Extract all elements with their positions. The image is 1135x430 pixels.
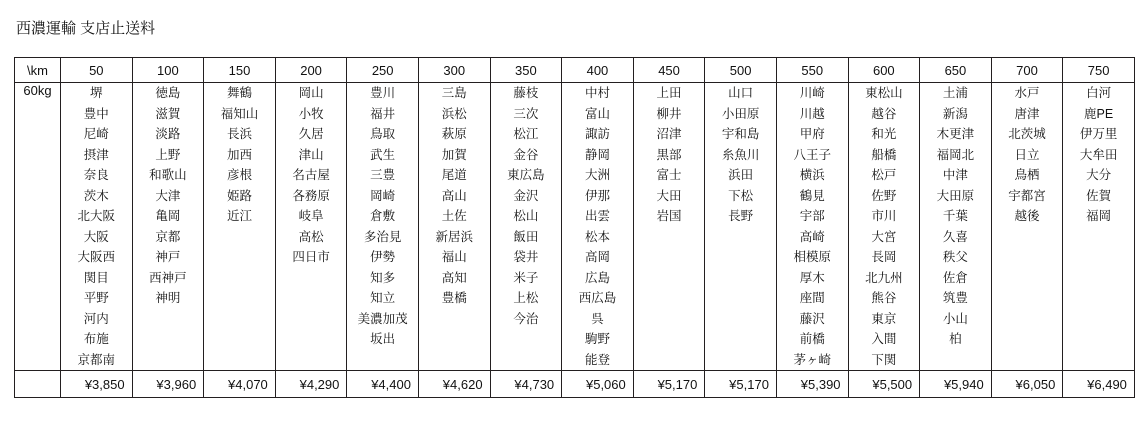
price-150: ¥4,070 bbox=[204, 371, 276, 398]
city-list bbox=[204, 83, 275, 227]
city-name: 武生 bbox=[370, 147, 396, 162]
city-name: 金谷 bbox=[513, 147, 539, 162]
city-name: 日立 bbox=[1014, 147, 1040, 162]
city-name: 姫路 bbox=[226, 188, 252, 203]
city-name: 福岡北 bbox=[936, 147, 975, 162]
city-name: 堺 bbox=[90, 86, 103, 100]
city-name: 松本 bbox=[584, 229, 610, 244]
table-header-row bbox=[15, 58, 1135, 83]
page-title: 西濃運輸 支店止送料 bbox=[16, 20, 156, 37]
city-name: 宇部 bbox=[799, 209, 825, 223]
city-name: 高知 bbox=[441, 270, 467, 285]
city-name: 福井 bbox=[370, 106, 396, 121]
city-name: 河内 bbox=[83, 311, 109, 326]
city-list bbox=[705, 83, 776, 227]
city-name: 布施 bbox=[83, 332, 109, 346]
price-700: ¥6,050 bbox=[991, 371, 1063, 398]
city-name: 尾道 bbox=[441, 168, 467, 182]
city-name: 四日市 bbox=[292, 250, 330, 264]
city-name: 宇和島 bbox=[721, 127, 760, 141]
city-column-700 bbox=[991, 83, 1063, 371]
city-name: 岡崎 bbox=[370, 188, 396, 203]
city-name: 大阪 bbox=[83, 229, 109, 244]
price-750: ¥6,490 bbox=[1063, 371, 1135, 398]
city-name: 上松 bbox=[513, 291, 539, 305]
city-name: 加賀 bbox=[441, 147, 467, 162]
city-name: 諏訪 bbox=[584, 127, 610, 141]
city-name: 福山 bbox=[441, 250, 467, 264]
header-distance-150: 150 bbox=[204, 58, 276, 83]
city-name: 東松山 bbox=[865, 86, 903, 100]
city-name: 松江 bbox=[513, 127, 539, 141]
city-name: 高崎 bbox=[799, 229, 825, 244]
price-300: ¥4,620 bbox=[418, 371, 490, 398]
header-distance-250: 250 bbox=[347, 58, 419, 83]
city-name: 新居浜 bbox=[435, 229, 474, 244]
city-name: 平野 bbox=[83, 291, 109, 305]
price-250: ¥4,400 bbox=[347, 371, 419, 398]
city-name: 筑豊 bbox=[942, 291, 968, 305]
city-list bbox=[849, 83, 920, 370]
city-list bbox=[777, 83, 848, 370]
price-600: ¥5,500 bbox=[848, 371, 920, 398]
city-name: 川崎 bbox=[799, 86, 825, 100]
city-name: 熊谷 bbox=[871, 291, 897, 305]
city-name: 京都南 bbox=[77, 352, 116, 367]
city-name: 大宮 bbox=[871, 229, 897, 244]
city-name: 富山 bbox=[584, 106, 610, 121]
city-name: 市川 bbox=[871, 209, 897, 223]
header-distance-200: 200 bbox=[275, 58, 347, 83]
city-name: 舞鶴 bbox=[226, 86, 252, 100]
city-name: 京都 bbox=[155, 229, 181, 244]
city-name: 和光 bbox=[871, 127, 897, 141]
city-list bbox=[634, 83, 705, 227]
city-name: 知多 bbox=[370, 270, 396, 285]
city-name: 松山 bbox=[513, 209, 539, 223]
city-name: 静岡 bbox=[584, 147, 610, 162]
city-name: 三次 bbox=[513, 106, 539, 121]
header-distance-300: 300 bbox=[418, 58, 490, 83]
city-name: 高山 bbox=[441, 188, 467, 203]
city-name: 神明 bbox=[155, 291, 181, 305]
city-list bbox=[347, 83, 418, 350]
city-name: 福岡 bbox=[1086, 209, 1112, 223]
city-name: 久喜 bbox=[942, 229, 968, 244]
city-name: 大分 bbox=[1086, 168, 1112, 182]
city-name: 柳井 bbox=[656, 106, 682, 121]
shipping-rate-table-wrapper bbox=[14, 57, 1127, 398]
header-distance-400: 400 bbox=[562, 58, 634, 83]
city-name: 北大阪 bbox=[77, 209, 116, 223]
shipping-rate-table bbox=[14, 57, 1135, 398]
city-name: 浜田 bbox=[728, 168, 754, 182]
city-name: 鳥取 bbox=[370, 127, 396, 141]
city-name: 高岡 bbox=[584, 250, 610, 264]
city-column-400 bbox=[562, 83, 634, 371]
price-100: ¥3,960 bbox=[132, 371, 204, 398]
city-name: 横浜 bbox=[799, 168, 825, 182]
city-column-550 bbox=[776, 83, 848, 371]
city-name: 東広島 bbox=[507, 168, 545, 182]
city-name: 奈良 bbox=[83, 168, 109, 182]
city-name: 沼津 bbox=[656, 127, 682, 141]
city-name: 津山 bbox=[298, 147, 324, 162]
city-name: 西広島 bbox=[578, 291, 617, 305]
city-name: 甲府 bbox=[799, 127, 825, 141]
city-name: 岡山 bbox=[298, 86, 324, 100]
city-name: 袋井 bbox=[513, 250, 539, 264]
city-name: 呉 bbox=[591, 311, 604, 326]
city-name: 長岡 bbox=[871, 250, 897, 264]
city-name: 亀岡 bbox=[155, 209, 181, 223]
city-name: 大牟田 bbox=[1079, 147, 1118, 162]
header-distance-700: 700 bbox=[991, 58, 1063, 83]
city-column-150 bbox=[204, 83, 276, 371]
city-name: 豊川 bbox=[370, 86, 396, 100]
city-name: 大田原 bbox=[936, 188, 975, 203]
city-name: 北九州 bbox=[865, 270, 903, 285]
city-column-750 bbox=[1063, 83, 1135, 371]
city-column-350 bbox=[490, 83, 562, 371]
city-name: 黒部 bbox=[656, 147, 682, 162]
city-name: 座間 bbox=[799, 291, 825, 305]
city-list bbox=[562, 83, 633, 370]
city-name: 浜松 bbox=[441, 106, 467, 121]
price-450: ¥5,170 bbox=[633, 371, 705, 398]
city-name: 三島 bbox=[441, 86, 467, 100]
city-name: 下松 bbox=[728, 188, 754, 203]
city-name: 能登 bbox=[584, 352, 610, 367]
price-50: ¥3,850 bbox=[61, 371, 133, 398]
price-350: ¥4,730 bbox=[490, 371, 562, 398]
city-name: 大洲 bbox=[584, 168, 610, 182]
header-distance-650: 650 bbox=[920, 58, 992, 83]
city-column-300 bbox=[418, 83, 490, 371]
city-name: 木更津 bbox=[936, 127, 975, 141]
city-name: 茅ヶ崎 bbox=[793, 352, 831, 367]
city-name: 知立 bbox=[370, 291, 396, 305]
header-distance-550: 550 bbox=[776, 58, 848, 83]
city-name: 大津 bbox=[155, 188, 181, 203]
price-row-label bbox=[15, 371, 61, 398]
city-name: 中村 bbox=[584, 86, 610, 100]
city-name: 富士 bbox=[656, 168, 682, 182]
city-name: 尼崎 bbox=[83, 127, 109, 141]
price-500: ¥5,170 bbox=[705, 371, 777, 398]
city-name: 山口 bbox=[728, 86, 754, 100]
city-name: 越谷 bbox=[871, 106, 897, 121]
city-name: 千葉 bbox=[942, 209, 968, 223]
price-400: ¥5,060 bbox=[562, 371, 634, 398]
city-column-50 bbox=[61, 83, 133, 371]
city-name: 藤沢 bbox=[799, 311, 825, 326]
city-name: 小田原 bbox=[721, 106, 760, 121]
city-name: 大田 bbox=[656, 188, 682, 203]
city-name: 水戸 bbox=[1014, 86, 1040, 100]
city-list bbox=[491, 83, 562, 329]
city-list bbox=[133, 83, 204, 309]
city-column-100 bbox=[132, 83, 204, 371]
city-column-650 bbox=[920, 83, 992, 371]
city-name: 鶴見 bbox=[799, 188, 825, 203]
city-name: 上田 bbox=[656, 86, 682, 100]
city-name: 茨木 bbox=[83, 188, 109, 203]
city-name: 相模原 bbox=[793, 250, 831, 264]
city-name: 上野 bbox=[155, 147, 181, 162]
city-name: 高松 bbox=[298, 229, 324, 244]
city-name: 佐野 bbox=[871, 188, 897, 203]
city-name: 広島 bbox=[584, 270, 610, 285]
city-column-500 bbox=[705, 83, 777, 371]
city-name: 各務原 bbox=[292, 188, 330, 203]
city-name: 神戸 bbox=[155, 250, 181, 264]
city-name: 美濃加茂 bbox=[357, 311, 408, 326]
city-name: 土浦 bbox=[942, 86, 968, 100]
city-name: 今治 bbox=[513, 311, 539, 326]
city-name: 摂津 bbox=[83, 147, 109, 162]
city-name: 福知山 bbox=[220, 106, 259, 121]
city-name: 越後 bbox=[1014, 209, 1040, 223]
table-row-cities bbox=[15, 83, 1135, 371]
city-name: 唐津 bbox=[1014, 106, 1040, 121]
price-200: ¥4,290 bbox=[275, 371, 347, 398]
city-name: 柏 bbox=[949, 332, 962, 346]
city-name: 秩父 bbox=[942, 250, 968, 264]
city-name: 豊中 bbox=[83, 106, 109, 121]
city-list bbox=[920, 83, 991, 350]
city-name: 名古屋 bbox=[292, 168, 330, 182]
city-name: 松戸 bbox=[871, 168, 897, 182]
city-name: 小山 bbox=[942, 311, 968, 326]
city-name: 豊橋 bbox=[441, 291, 467, 305]
city-column-450 bbox=[633, 83, 705, 371]
city-list bbox=[992, 83, 1063, 227]
city-name: 長野 bbox=[728, 209, 754, 223]
city-name: 米子 bbox=[513, 270, 539, 285]
city-name: 伊万里 bbox=[1079, 127, 1118, 141]
city-name: 岩国 bbox=[656, 209, 682, 223]
price-650: ¥5,940 bbox=[920, 371, 992, 398]
city-name: 鳥栖 bbox=[1014, 168, 1040, 182]
city-name: 淡路 bbox=[155, 127, 181, 141]
city-name: 藤枝 bbox=[513, 86, 539, 100]
city-name: 多治見 bbox=[363, 229, 402, 244]
city-name: 倉敷 bbox=[370, 209, 396, 223]
city-name: 中津 bbox=[942, 168, 968, 182]
city-name: 坂出 bbox=[370, 332, 396, 346]
city-name: 萩原 bbox=[441, 127, 467, 141]
city-name: 徳島 bbox=[155, 86, 181, 100]
city-list bbox=[276, 83, 347, 268]
city-list bbox=[1063, 83, 1134, 227]
city-column-600 bbox=[848, 83, 920, 371]
city-name: 伊勢 bbox=[370, 250, 396, 264]
city-name: 和歌山 bbox=[149, 168, 187, 182]
city-name: 滋賀 bbox=[155, 106, 181, 121]
city-name: 駒野 bbox=[584, 332, 610, 346]
city-name: 川越 bbox=[799, 106, 825, 121]
city-name: 新潟 bbox=[942, 106, 968, 121]
city-name: 三豊 bbox=[370, 168, 396, 182]
header-distance-450: 450 bbox=[633, 58, 705, 83]
city-name: 白河 bbox=[1086, 86, 1112, 100]
weight-label: 60kg bbox=[15, 83, 61, 371]
city-name: 彦根 bbox=[226, 168, 252, 182]
table-row-prices bbox=[15, 371, 1135, 398]
header-distance-600: 600 bbox=[848, 58, 920, 83]
header-distance-750: 750 bbox=[1063, 58, 1135, 83]
city-name: 加西 bbox=[226, 147, 252, 162]
city-name: 関目 bbox=[83, 270, 109, 285]
header-distance-100: 100 bbox=[132, 58, 204, 83]
price-550: ¥5,390 bbox=[776, 371, 848, 398]
city-name: 厚木 bbox=[799, 270, 825, 285]
city-name: 飯田 bbox=[513, 229, 539, 244]
city-name: 岐阜 bbox=[298, 209, 324, 223]
city-name: 金沢 bbox=[513, 188, 539, 203]
city-name: 長浜 bbox=[226, 127, 252, 141]
city-name: 佐賀 bbox=[1086, 188, 1112, 203]
city-name: 久居 bbox=[298, 127, 324, 141]
city-name: 小牧 bbox=[298, 106, 324, 121]
city-name: 下関 bbox=[871, 352, 897, 367]
city-name: 西神戸 bbox=[149, 270, 187, 285]
city-name: 前橋 bbox=[799, 332, 825, 346]
city-name: 入間 bbox=[871, 332, 897, 346]
header-distance-350: 350 bbox=[490, 58, 562, 83]
city-name: 土佐 bbox=[441, 209, 467, 223]
city-name: 東京 bbox=[871, 311, 897, 326]
city-column-250 bbox=[347, 83, 419, 371]
city-name: 糸魚川 bbox=[721, 147, 760, 162]
city-name: 近江 bbox=[226, 209, 252, 223]
city-list bbox=[61, 83, 132, 370]
city-name: 佐倉 bbox=[942, 270, 968, 285]
city-name: 伊那 bbox=[584, 188, 610, 203]
city-list bbox=[419, 83, 490, 309]
city-name: 出雲 bbox=[584, 209, 610, 223]
header-distance-50: 50 bbox=[61, 58, 133, 83]
city-name: 船橋 bbox=[871, 147, 897, 162]
header-distance-unit: \km bbox=[15, 58, 61, 83]
city-name: 大阪西 bbox=[77, 250, 116, 264]
city-column-200 bbox=[275, 83, 347, 371]
city-name: 宇都宮 bbox=[1008, 188, 1046, 203]
city-name: 八王子 bbox=[793, 147, 831, 162]
header-distance-500: 500 bbox=[705, 58, 777, 83]
city-name: 鹿РЕ bbox=[1084, 106, 1114, 121]
city-name: 北茨城 bbox=[1008, 127, 1046, 141]
